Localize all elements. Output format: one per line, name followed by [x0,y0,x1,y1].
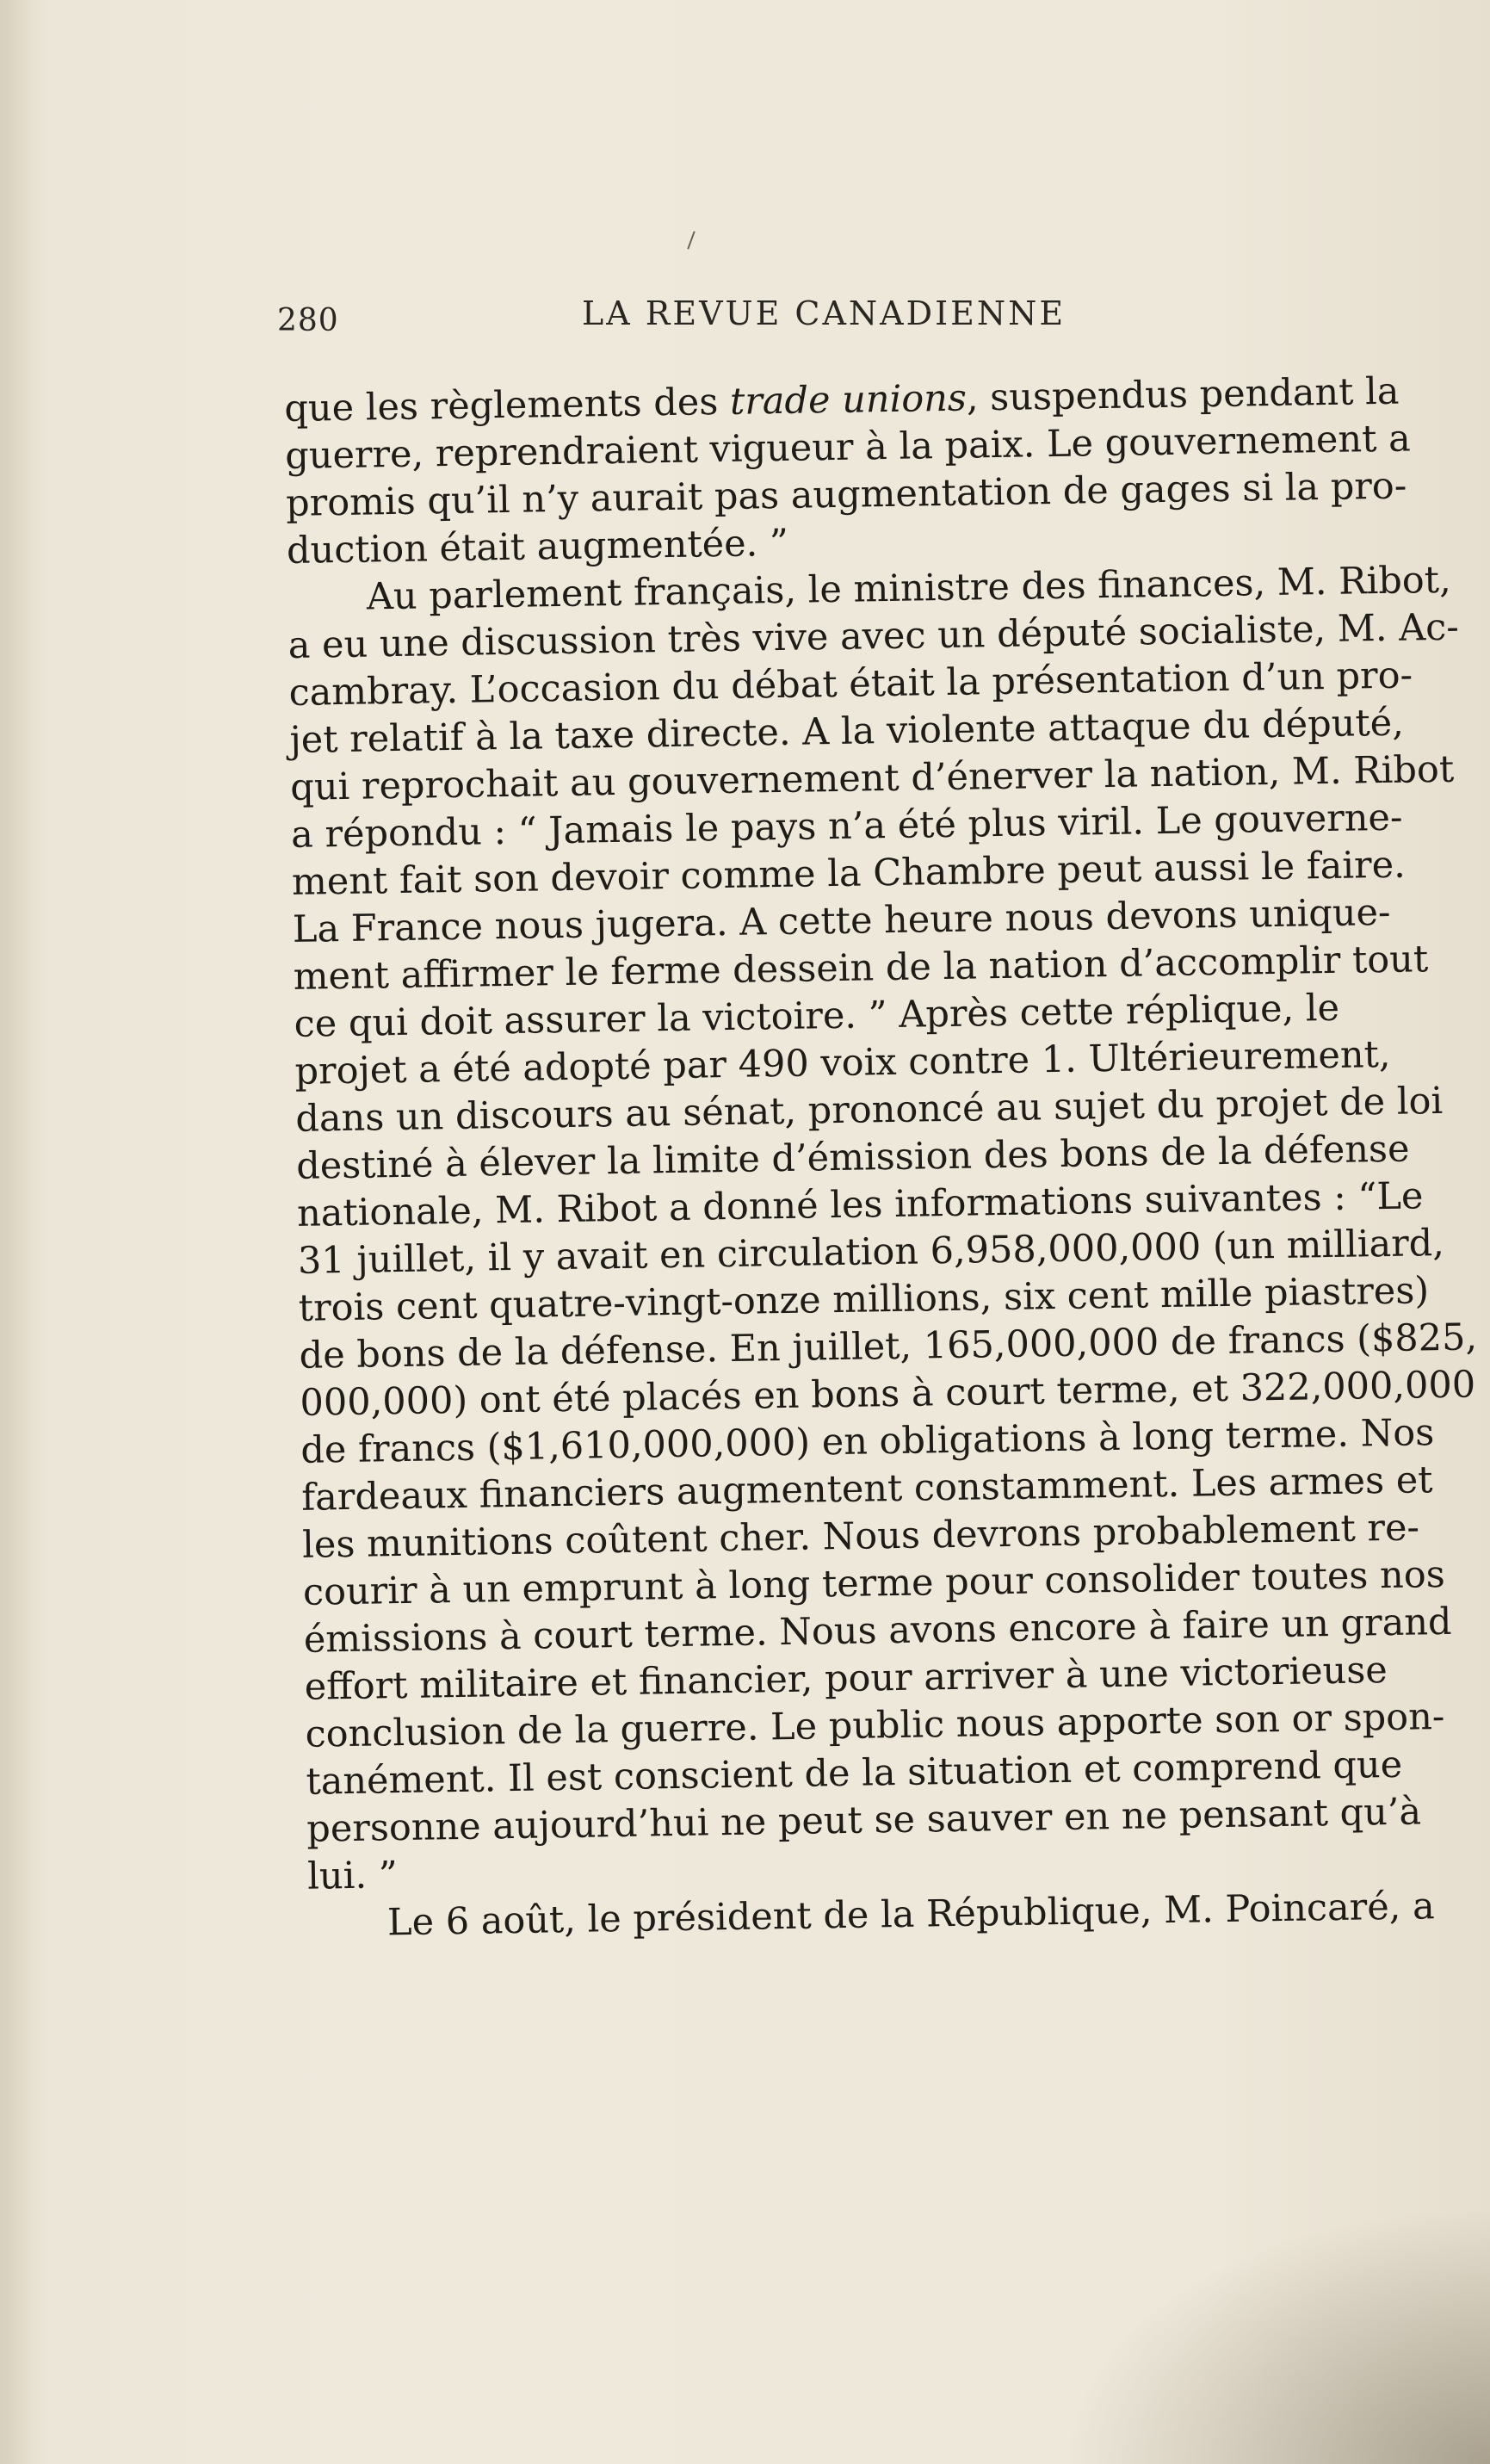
journal-title: LA REVUE CANADIENNE [582,294,1066,332]
text-line: 31 juillet, il y avait en circulation 6,958,000,000 (un milliard, [297,1221,1445,1283]
text-line: Au parlement français, le ministre des finances, M. Ribot, [366,558,1452,619]
text-line: émissions à court terme. Nous avons encore à faire un grand [303,1600,1452,1662]
text-line: promis qu’il n’y aurait pas augmentation de gages si la pro- [285,464,1407,525]
text-line: dans un discours au sénat, prononcé au sujet du projet de loi [294,1079,1444,1141]
running-head [277,294,1396,346]
text-line: ment affirmer le ferme dessein de la nation d’accomplir tout [293,938,1429,999]
text-line: cambray. L’occasion du débat était la présentation d’un pro- [288,653,1413,715]
text-line: guerre, reprendraient vigueur à la paix. Le gouvernement a [284,417,1412,478]
text-line: La France nous jugera. A cette heure nous devons unique- [292,890,1391,951]
text-line: de bons de la défense. En juillet, 165,000,000 de francs ($825, [299,1316,1478,1377]
text-line: fardeaux financiers augmentent constamment. Les armes et [300,1458,1433,1520]
text-line: destiné à élever la limite d’émission des bons de la défense [295,1127,1410,1188]
text-line: qui reprochait au gouvernement d’énerver la nation, M. Ribot [289,747,1455,809]
text-line: 000,000) ont été placés en bons à court terme, et 322,000,000 [300,1363,1476,1425]
text-line: projet a été adopté par 490 voix contre 1. Ultérieurement, [294,1032,1391,1093]
page-number: 280 [277,303,339,338]
stray-pen-mark [687,231,695,249]
text-line: de francs ($1,610,000,000) en obligations à long terme. Nos [300,1411,1435,1472]
text-line: conclusion de la guerre. Le public nous apporte son or spon- [305,1695,1445,1756]
text-line: ment fait son devoir comme la Chambre peut aussi le faire. [291,843,1407,904]
text-line: personne aujourd’hui ne peut se sauver en ne pensant qu’à [306,1790,1422,1851]
text-line: les munitions coûtent cher. Nous devrons probablement re- [301,1506,1420,1567]
text-line: ce qui doit assurer la victoire. ” Après cette réplique, le [294,986,1340,1046]
text-line: trois cent quatre-vingt-onze millions, six cent mille piastres) [298,1269,1430,1330]
text-line: courir à un emprunt à long terme pour consolider toutes nos [302,1552,1446,1614]
text-line: nationale, M. Ribot a donné les informations suivantes : “Le [296,1174,1424,1235]
text-line: a eu une discussion très vive avec un député socialiste, M. Ac- [287,605,1460,667]
binding-shadow [0,0,34,2464]
text-line: duction était augmentée. ” [286,521,789,573]
page-edge-shadow [1060,2206,1490,2464]
text-line: lui. ” [306,1854,399,1898]
text-line: Le 6 août, le président de la République, M. Poincaré, a [386,1885,1436,1945]
text-line: tanément. Il est conscient de la situation et comprend que [306,1743,1403,1804]
text-line: effort militaire et financier, pour arriver à une victorieuse [304,1649,1388,1709]
text-line: que les règlements des trade unions, suspendus pendant la [284,369,1400,430]
body-text [284,368,1478,1948]
text-line: jet relatif à la taxe directe. A la violente attaque du député, [289,701,1405,762]
text-line: a répondu : “ Jamais le pays n’a été plus viril. Le gouverne- [290,796,1403,857]
